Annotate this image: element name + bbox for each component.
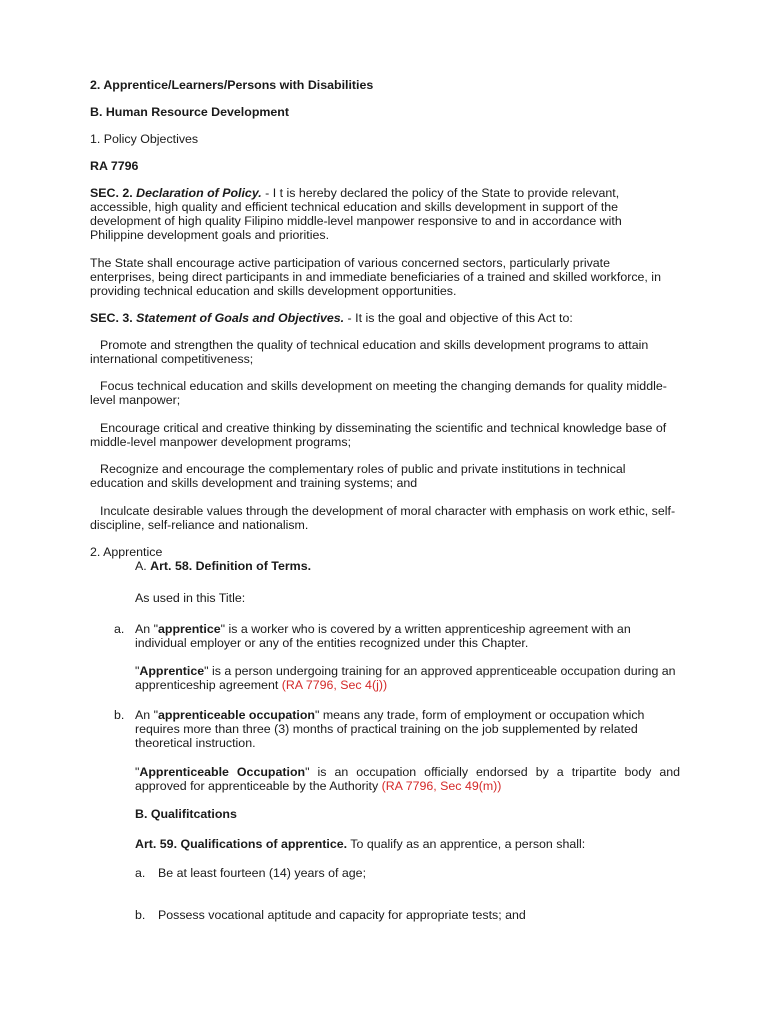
sec2-title: Declaration of Policy. <box>136 186 262 200</box>
sec3-paragraph <box>90 311 678 325</box>
heading-qualifications: B. Qualifitcations <box>135 807 237 821</box>
heading-apprentice-learners: 2. Apprentice/Learners/Persons with Disabilities <box>90 78 374 92</box>
list-marker-a: a. <box>114 622 125 636</box>
goal-item: Focus technical education and skills development on meeting the changing demands for quality middle-level manpower; <box>90 379 667 407</box>
sec3-title: Statement of Goals and Objectives. <box>136 311 345 325</box>
qual-marker-b: b. <box>135 908 146 922</box>
qual-marker-a: a. <box>135 866 146 880</box>
definition-apprentice: An "apprentice" is a worker who is covered by a written apprenticeship agreement with an individual employer or any of the entities recognized under this Chapter. <box>135 622 631 650</box>
sec3-label: SEC. 3. <box>90 311 133 325</box>
qualification-item: Possess vocational aptitude and capacity for appropriate tests; and <box>158 908 526 922</box>
goal-item: Recognize and encourage the complementary roles of public and private institutions in technical education and skills development and training systems; and <box>90 462 626 490</box>
heading-policy-objectives: 1. Policy Objectives <box>90 132 199 146</box>
heading-human-resource-development: B. Human Resource Development <box>90 105 289 119</box>
reference-ra7796-sec49m: (RA 7796, Sec 49(m)) <box>381 779 502 793</box>
as-used-text: As used in this Title: <box>135 591 246 605</box>
list-marker-b: b. <box>114 708 125 722</box>
definition-apprentice-ra: "Apprentice" is a person undergoing training for an approved apprenticeable occupation during an apprenticeship agreement (RA 7796, Sec 4(j)) <box>135 664 676 692</box>
sec2-text: - I t is hereby declared the policy of the State to provide relevant, accessible, high quality and efficient technical education and skills development in support of the development of high quality Filipino middle-level manpower responsive to and in accordance with Philippine development goals and priorities. <box>90 186 622 242</box>
sec2-label: SEC. 2. <box>90 186 133 200</box>
qualification-item: Be at least fourteen (14) years of age; <box>158 866 367 880</box>
heading-apprentice: 2. Apprentice <box>90 545 163 559</box>
art59-paragraph: Art. 59. Qualifications of apprentice. To qualify as an apprentice, a person shall: <box>135 837 586 851</box>
goal-item: Promote and strengthen the quality of technical education and skills development programs to attain international competitiveness; <box>90 338 649 366</box>
definition-apprenticeable-occupation: An "apprenticeable occupation" means any trade, form of employment or occupation which requires more than three (3) months of practical training on the job supplemented by related theoretical instruction. <box>135 708 645 750</box>
art58-heading: A. Art. 58. Definition of Terms. <box>135 559 312 573</box>
heading-ra-7796: RA 7796 <box>90 159 139 173</box>
definition-apprenticeable-occupation-ra: "Apprenticeable Occupation" is an occupation officially endorsed by a tripartite body and approved for apprenticeable by the Authority (RA 7796, Sec 49(m)) <box>135 765 681 793</box>
sec3-text: - It is the goal and objective of this Act to: <box>344 311 573 325</box>
goal-item: Encourage critical and creative thinking by disseminating the scientific and technical knowledge base of middle-level manpower development programs; <box>90 421 667 449</box>
goal-item: Inculcate desirable values through the development of moral character with emphasis on work ethic, self-discipline, self-reliance and nationalism. <box>90 504 676 532</box>
state-paragraph: The State shall encourage active participation of various concerned sectors, particularly private enterprises, being direct participants in and immediate beneficiaries of a trained and skilled workforce, in providing technical education and skills development opportunities. <box>90 256 661 298</box>
sec2-paragraph <box>90 186 678 242</box>
reference-ra7796-sec4j: (RA 7796, Sec 4(j)) <box>281 678 388 692</box>
